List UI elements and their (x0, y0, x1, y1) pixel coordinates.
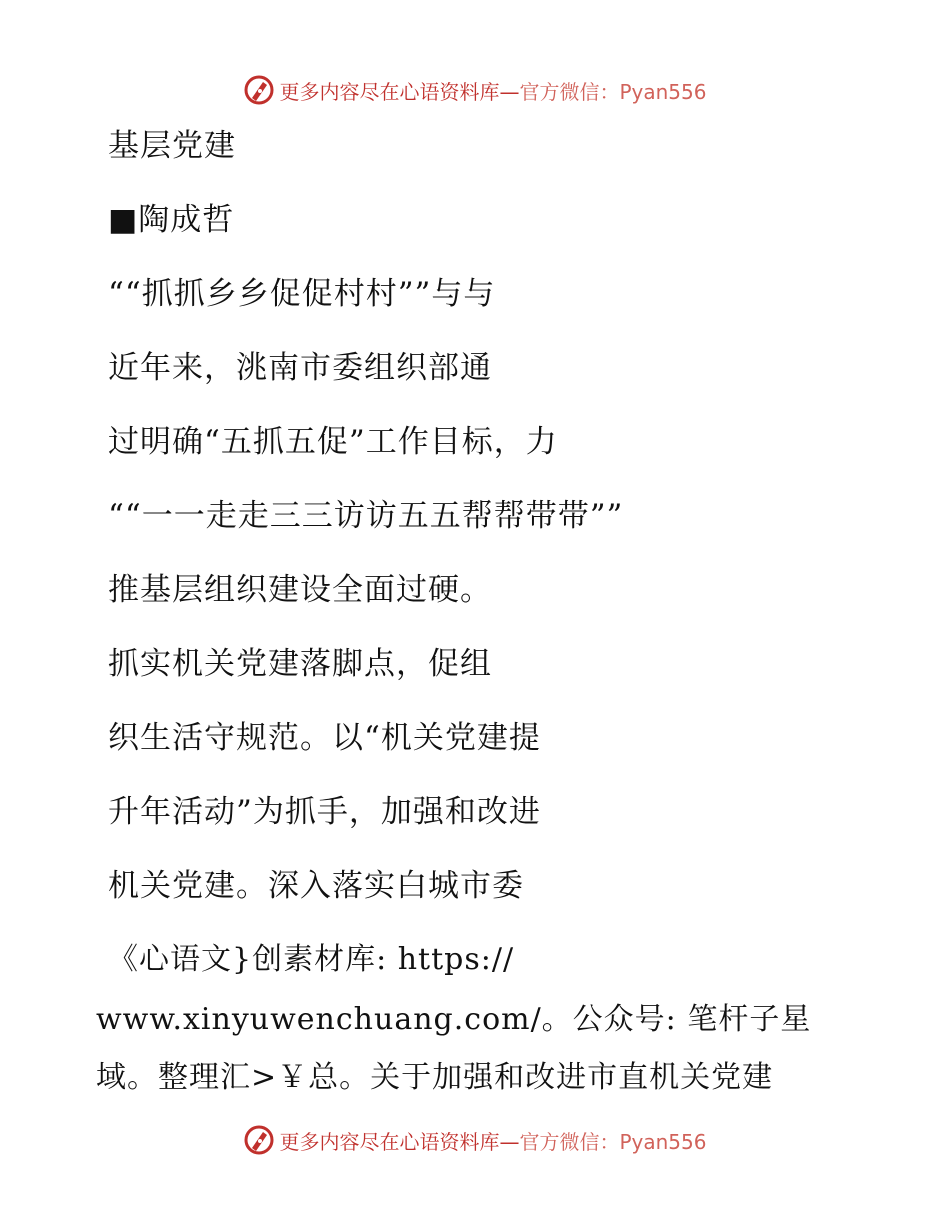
paragraph-line: 过明确“五抓五促”工作目标，力 (108, 424, 558, 460)
paragraph-line: 近年来，洮南市委组织部通 (108, 350, 492, 386)
source-line: www.xinyuwenchuang.com/。公众号: 笔杆子星 (96, 1002, 812, 1037)
paragraph-line: 升年活动”为抓手，加强和改进 (108, 794, 541, 830)
paragraph-line: 机关党建。深入落实白城市委 (108, 868, 524, 904)
paragraph-line: 织生活守规范。以“机关党建提 (108, 720, 541, 756)
section-heading: 基层党建 (108, 128, 236, 164)
paragraph-line: 抓实机关党建落脚点，促组 (108, 646, 492, 682)
footer-watermark (0, 1120, 950, 1160)
watermark-text: 更多内容尽在心语资料库—官方微信：Pyan556 (279, 1129, 707, 1154)
paragraph-line: ““一一走走三三访访五五帮帮带带”” (108, 498, 624, 534)
article-title-line: ““抓抓乡乡促促村村””与与 (108, 276, 496, 312)
source-line: 域。整理汇>￥总。关于加强和改进市直机关党建 (96, 1060, 774, 1095)
watermark-text: 更多内容尽在心语资料库—官方微信：Pyan556 (279, 79, 707, 104)
paragraph-line: 推基层组织建设全面过硬。 (108, 572, 492, 608)
pen-nib-logo-icon (243, 74, 275, 106)
author-line: ■陶成哲 (108, 202, 235, 238)
header-watermark (0, 70, 950, 110)
source-line: 《心语文}创素材库: https:// (108, 942, 515, 977)
pen-nib-logo-icon (243, 1124, 275, 1156)
